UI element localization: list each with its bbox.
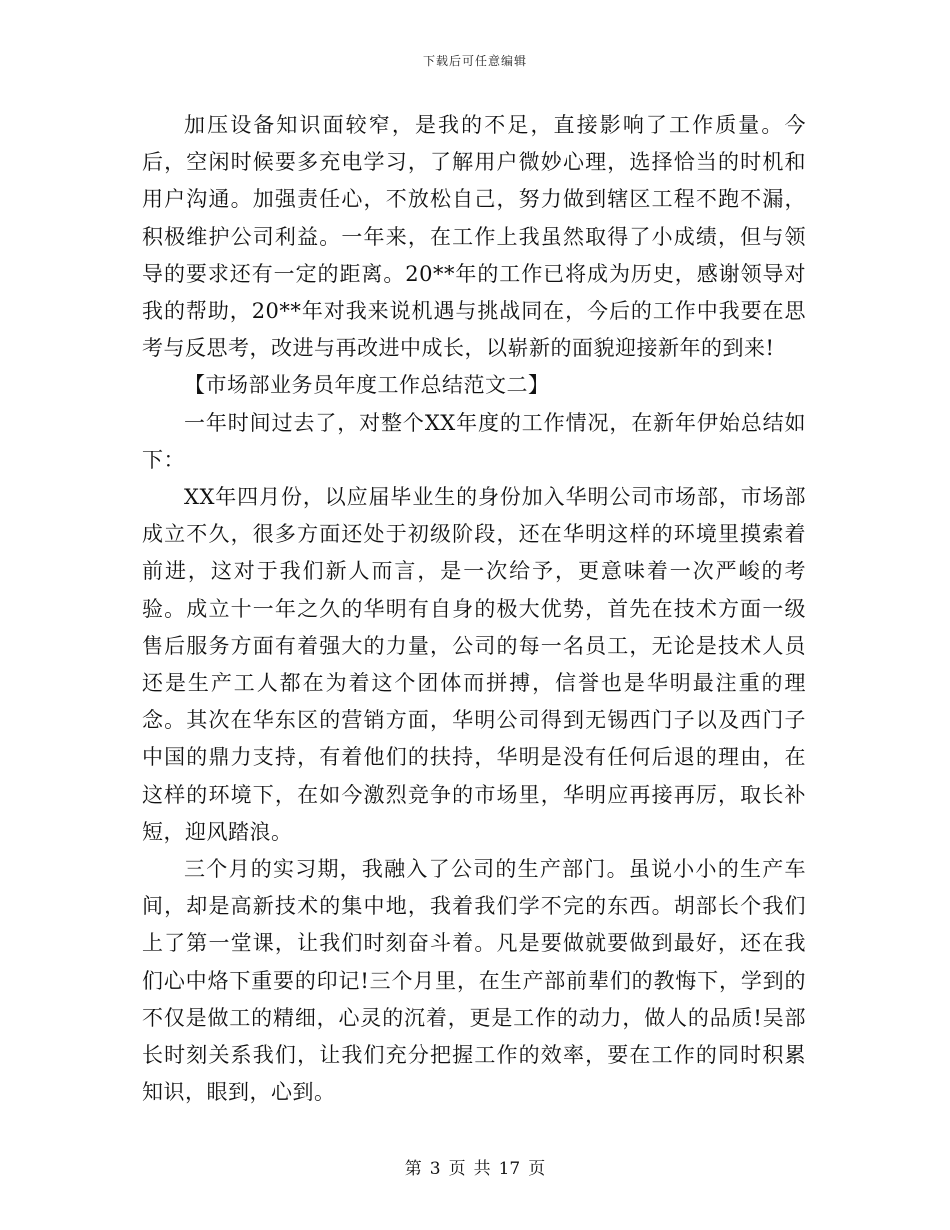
- paragraph-internship: 三个月的实习期，我融入了公司的生产部门。虽说小小的生产车间，却是高新技术的集中地，我着我们学不完的东西。胡部长个我们上了第一堂课，让我们时刻奋斗着。凡是要做就要做到最好，还在我们心中烙下重要的印记!三个月里，在生产部前辈们的教悔下，学到的不仅是做工的精细，心灵的沉着，更是工作的动力，做人的品质!吴部长时刻关系我们，让我们充分把握工作的效率，要在工作的同时积累知识，眼到，心到。: [142, 857, 806, 1105]
- section-title: 【市场部业务员年度工作总结范文二】: [184, 373, 550, 398]
- paragraph-intro: 一年时间过去了，对整个XX年度的工作情况，在新年伊始总结如下：: [142, 410, 806, 472]
- total-page-count: 17: [498, 1159, 521, 1179]
- footer-total-label: 共: [473, 1159, 491, 1179]
- footer-page-unit: 页: [448, 1159, 466, 1179]
- page-header: 下载后可任意编辑: [422, 54, 527, 68]
- paragraph-closing-summary: 加压设备知识面较窄，是我的不足，直接影响了工作质量。今后，空闲时候要多充电学习，了解用户微妙心理，选择恰当的时机和用户沟通。加强责任心，不放松自己，努力做到辖区工程不跑不漏，积极维护公司利益。一年来，在工作上我虽然取得了小成绩，但与领导的要求还有一定的距离。20**年的工作已将成为历史，感谢领导对我的帮助，20**年对我来说机遇与挑战同在，今后的工作中我要在思考与反思考，改进与再改进中成长，以崭新的面貌迎接新年的到来!: [142, 113, 806, 361]
- footer-total-unit: 页: [528, 1159, 546, 1179]
- paragraph-company-background: XX年四月份，以应届毕业生的身份加入华明公司市场部，市场部成立不久，很多方面还处于初级阶段，还在华明这样的环境里摸索着前进，这对于我们新人而言，是一次给予，更意味着一次严峻的考验。成立十一年之久的华明有自身的极大优势，首先在技术方面一级售后服务方面有着强大的力量，公司的每一名员工，无论是技术人员还是生产工人都在为着这个团体而拼搏，信誉也是华明最注重的理念。其次在华东区的营销方面，华明公司得到无锡西门子以及西门子中国的鼎力支持，有着他们的扶持，华明是没有任何后退的理由，在这样的环境下，在如今激烈竞争的市场里，华明应再接再厉，取长补短，迎风踏浪。: [142, 485, 806, 844]
- page-number-footer: [0, 1154, 950, 1179]
- document-body: [142, 107, 806, 1111]
- current-page-number: 3: [429, 1159, 441, 1179]
- footer-prefix: 第: [404, 1159, 422, 1179]
